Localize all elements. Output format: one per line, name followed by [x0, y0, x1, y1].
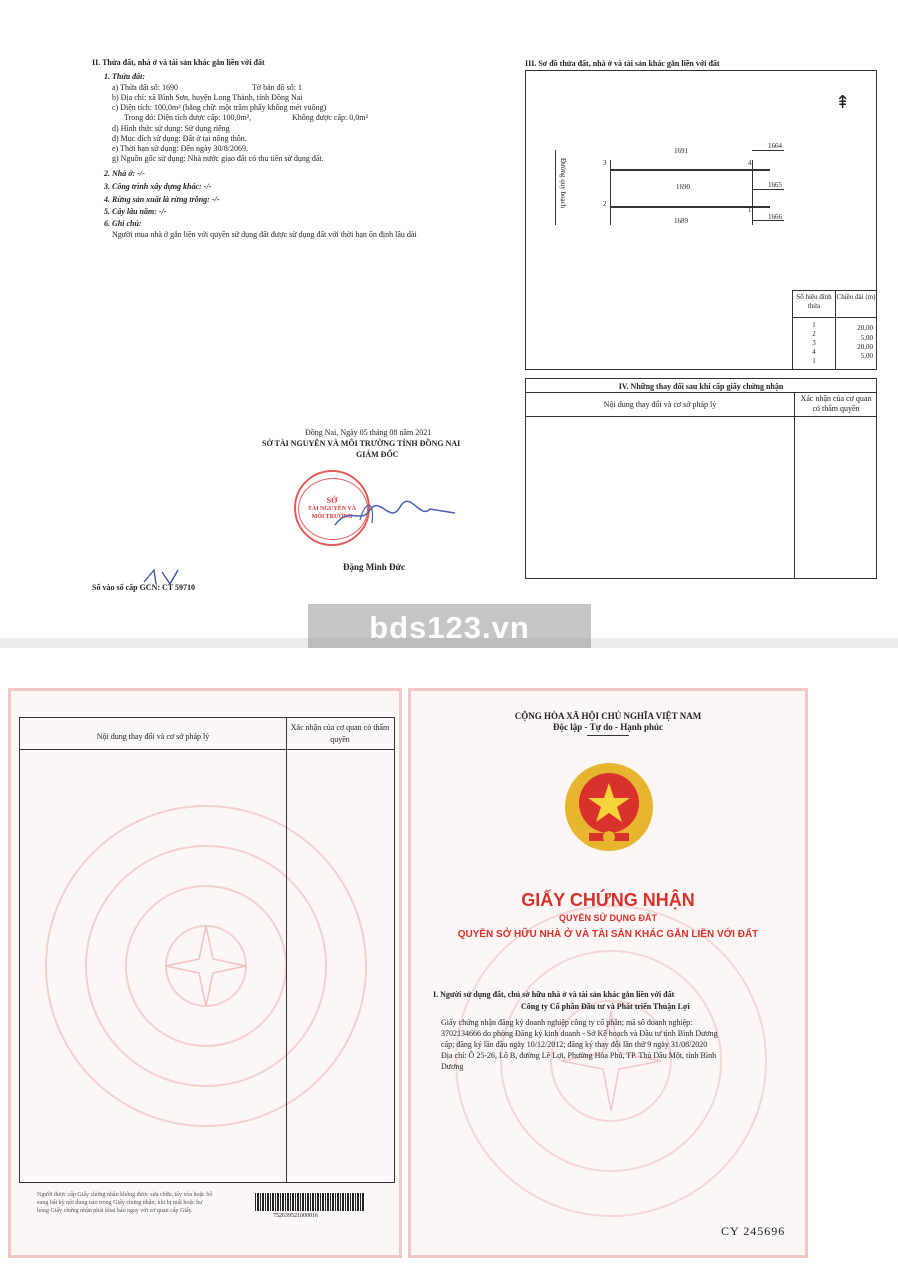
section4-title: IV. Những thay đổi sau khi cấp giấy chứng nhận — [618, 382, 784, 391]
table-vertex-r1: 1 — [812, 321, 816, 329]
parcel-address: b) Địa chỉ: xã Bình Sơn, huyện Long Thành, tỉnh Đồng Nai — [112, 93, 303, 102]
forest-heading: 4. Rừng sản xuất là rừng trồng: -/- — [104, 195, 220, 204]
motto-underline — [587, 735, 629, 736]
left-panel-frame — [8, 688, 402, 1258]
vertex-1: 1 — [748, 206, 752, 214]
neighbor-label-3: 1666 — [768, 213, 782, 221]
usage-term: e) Thời hạn sử dụng: Đến ngày 30/8/2069. — [112, 144, 248, 153]
barcode — [255, 1193, 365, 1211]
notes-text: Người mua nhà ở gắn liền với quyền sử dụng đất được sử dụng đất với thời hạn ổn định lâu dài — [112, 230, 417, 239]
footer-warning-3: hỏng Giấy chứng nhận phải khai báo ngay với cơ quan cấp Giấy. — [37, 1208, 193, 1214]
table-vertex-r4: 4 — [812, 348, 816, 356]
vertex-2: 2 — [603, 200, 607, 208]
usage-origin: g) Nguồn gốc sử dụng: Nhà nước giao đất có thu tiền sử dụng đất. — [112, 154, 324, 163]
footer-warning-1: Người được cấp Giấy chứng nhận không được sửa chữa, tẩy xóa hoặc bổ — [37, 1192, 213, 1198]
parcel-top-edge — [610, 169, 770, 171]
parcel-label-main: 1690 — [676, 183, 690, 191]
seal-text-1: SỞ — [326, 496, 338, 505]
drum-pattern-right — [451, 901, 771, 1221]
owner-detail-5: Dương — [441, 1062, 464, 1071]
vertex-3: 3 — [603, 159, 607, 167]
section3-title: III. Sơ đồ thửa đất, nhà ở và tài sản khác gắn liền với đất — [525, 59, 720, 68]
neighbor-label-1: 1664 — [768, 142, 782, 150]
signature-scribble — [330, 495, 460, 535]
certificate-cover-page — [0, 648, 898, 1280]
serial-number: CY 245696 — [721, 1224, 786, 1238]
changes-col-confirm: Xác nhận của cơ quan có thẩm quyền — [800, 394, 872, 413]
granted-area: Trong đó: Diện tích được cấp: 100,0m², — [124, 113, 252, 122]
usage-purpose: đ) Mục đích sử dụng: Đất ở tại nông thôn. — [112, 134, 247, 143]
north-arrow-icon: ⇞ — [835, 92, 851, 113]
right-panel-frame — [408, 688, 808, 1258]
owner-detail-3: cấp; đăng ký lần đầu ngày 10/12/2012; đăng ký thay đổi lần thứ 9 ngày 31/08/2020 — [441, 1040, 708, 1049]
owner-detail-4: Địa chỉ: Ô 25-26, Lô B, đường Lê Lợi, Phường Hòa Phú, TP. Thủ Dầu Một, tỉnh Bình — [441, 1051, 717, 1060]
changes-col-content: Nội dung thay đổi và cơ sở pháp lý — [603, 400, 717, 409]
certificate-subtitle-2: QUYỀN SỞ HỮU NHÀ Ở VÀ TÀI SẢN KHÁC GẮN LIỀN VỚI ĐẤT — [457, 929, 759, 940]
parcel-label-north: 1691 — [674, 147, 688, 155]
table-vertex-r5: 1 — [812, 357, 816, 365]
parcel-bottom-edge — [610, 206, 770, 208]
parcel-heading: 1. Thửa đất: — [104, 72, 146, 81]
watermark-title: bds123.vn — [369, 610, 530, 645]
notes-heading: 6. Ghi chú: — [104, 219, 142, 228]
perennial-heading: 5. Cây lâu năm: -/- — [104, 207, 167, 216]
signer-role: GIÁM ĐỐC — [356, 450, 399, 459]
certificate-subtitle-1: QUYỀN SỬ DỤNG ĐẤT — [559, 913, 657, 923]
table-length-r1: 20,00 — [857, 324, 873, 332]
not-granted-area: Không được cấp: 0,0m² — [292, 113, 368, 122]
issuing-authority: SỞ TÀI NGUYÊN VÀ MÔI TRƯỜNG TỈNH ĐỒNG NAI — [262, 439, 461, 448]
owner-detail-2: 3702134666 do phòng Đăng ký kinh doanh - Sở Kế hoạch và Đầu tư tỉnh Bình Dương — [441, 1029, 718, 1038]
table-vertex-r2: 2 — [812, 330, 816, 338]
map-sheet-number: Tờ bản đồ số: 1 — [252, 83, 303, 92]
table-header-length: Chiều dài (m) — [836, 293, 876, 301]
owner-heading: I. Người sử dụng đất, chủ sở hữu nhà ở và tài sản khác gắn liền với đất — [433, 990, 675, 999]
left-changes-table — [19, 717, 395, 1183]
table-length-r3: 20,00 — [857, 343, 873, 351]
road-label: Đường quy hoạch — [559, 158, 567, 209]
table-header-vertex: Số hiệu đỉnh thửa — [796, 293, 832, 310]
certificate-title: GIẤY CHỨNG NHẬN — [521, 890, 695, 910]
nation-title: CỘNG HÒA XÃ HỘI CHỦ NGHĨA VIỆT NAM — [514, 711, 702, 721]
parcel-label-south: 1689 — [674, 217, 688, 225]
signer-name: Đặng Minh Đức — [343, 562, 405, 572]
barcode-number: 752639521000016 — [273, 1213, 318, 1219]
house-heading: 2. Nhà ở: -/- — [104, 169, 145, 178]
parcel-area: c) Diện tích: 100,0m² (bằng chữ: một trăm phẩy không mét vuông) — [112, 103, 327, 112]
registry-number: Số vào sổ cấp GCN: CT 59710 — [92, 583, 195, 592]
owner-detail-1: Giấy chứng nhận đăng ký doanh nghiệp công ty cổ phần; mã số doanh nghiệp: — [441, 1018, 693, 1027]
nation-motto: Độc lập - Tự do - Hạnh phúc — [552, 722, 663, 732]
table-vertex-r3: 3 — [812, 339, 816, 347]
table-length-r4: 5,00 — [860, 352, 873, 360]
table-length-r2: 5,00 — [860, 334, 873, 342]
construction-heading: 3. Công trình xây dựng khác: -/- — [104, 182, 212, 191]
road-boundary — [555, 150, 556, 225]
registry-initials — [140, 566, 190, 588]
left-col-content: Nội dung thay đổi và cơ sở pháp lý — [96, 732, 210, 741]
left-col-confirm: Xác nhận của cơ quan có thẩm quyền — [290, 723, 390, 744]
national-emblem-icon — [561, 759, 657, 855]
vertex-length-table — [792, 290, 877, 370]
seal-text-2: TÀI NGUYÊN VÀ — [307, 506, 357, 512]
neighbor-label-2: 1665 — [768, 181, 782, 189]
certificate-inner-page — [0, 0, 898, 638]
parcel-number: a) Thửa đất số: 1690 — [112, 83, 178, 92]
vertex-4: 4 — [748, 159, 752, 167]
owner-name: Công ty Cổ phần Đầu tư và Phát triển Thuận Lợi — [521, 1002, 690, 1011]
usage-form: d) Hình thức sử dụng: Sử dụng riêng — [112, 124, 230, 133]
footer-warning-2: sung bất kỳ nội dung nào trong Giấy chứng nhận; khi bị mất hoặc hư — [37, 1200, 203, 1206]
seal-text-3: MÔI TRƯỜNG — [311, 514, 353, 520]
signing-date: Đồng Nai, Ngày 05 tháng 08 năm 2021 — [305, 428, 432, 437]
section2-title: II. Thửa đất, nhà ở và tài sản khác gắn liền với đất — [92, 58, 265, 67]
changes-table — [525, 378, 877, 579]
